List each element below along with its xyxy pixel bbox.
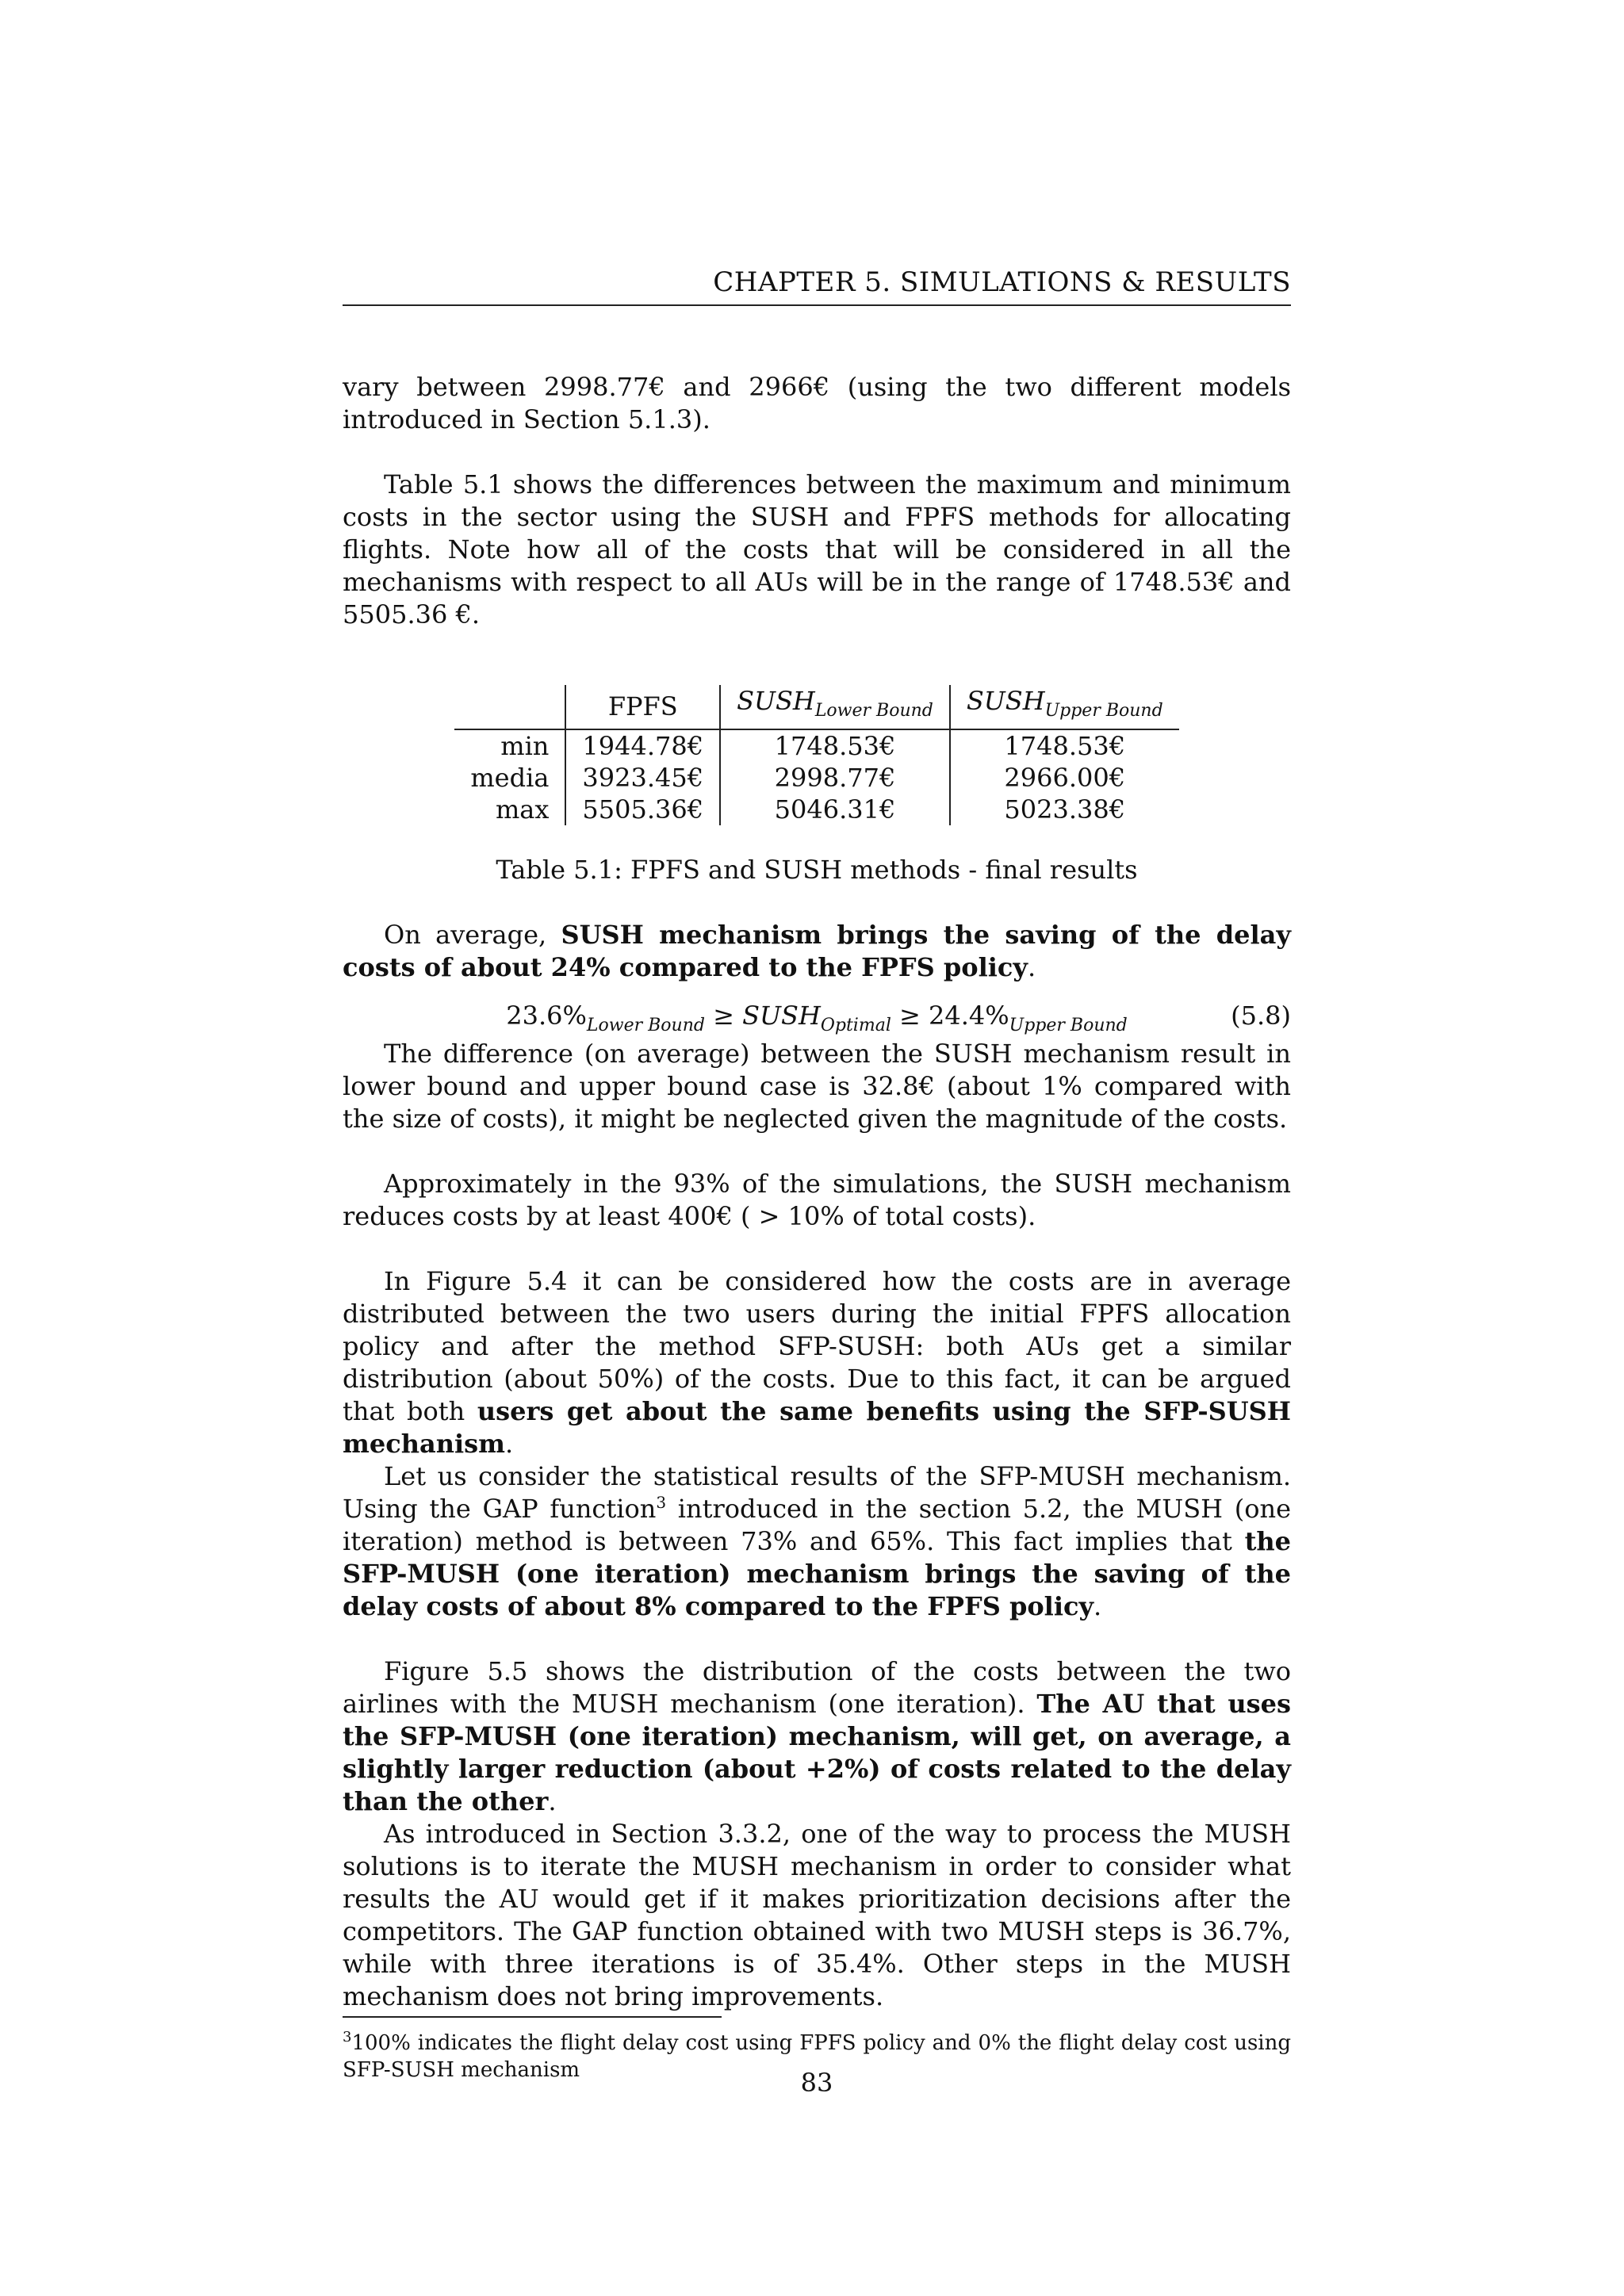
- body-text: [343, 371, 1291, 2084]
- header-rule: [343, 304, 1291, 306]
- text-run: In Figure 5.4 it can be considered how the costs are in average distributed between the two users during the initial FPFS allocation policy and after the method SFP-SUSH: both AUs get a similar distribution (about 50%) of the costs. Due to this fact, it can be argued that both: [343, 1266, 1291, 1426]
- paragraph-7: [343, 1460, 1291, 1623]
- cell-fpfs: 3923.45€: [565, 762, 720, 794]
- col-header-sush-upper: [950, 685, 1179, 729]
- bold-run: the SFP-MUSH (one iteration) mechanism brings the saving of the delay costs of about 8% compared to the FPFS policy: [343, 1526, 1291, 1621]
- text-run: .: [505, 1429, 514, 1459]
- eq-right-value: 24.4%: [929, 1001, 1009, 1031]
- cell-fpfs: 1944.78€: [565, 729, 720, 762]
- page: [343, 0, 1291, 2296]
- cell-sush-lower: 2998.77€: [720, 762, 950, 794]
- row-label: media: [470, 763, 550, 793]
- lower-bound-subscript: Lower Bound: [814, 701, 933, 721]
- cell-sush-lower: 1748.53€: [720, 729, 950, 762]
- paragraph-1: vary between 2998.77€ and 2966€ (using the two different models introduced in Section 5.1.3).: [343, 372, 1291, 434]
- col-header-fpfs: FPFS: [565, 685, 720, 729]
- eq-left-value: 23.6%: [506, 1001, 587, 1031]
- cell-sush-upper: 5023.38€: [950, 794, 1179, 825]
- eq-right-subscript: Upper Bound: [1009, 1016, 1128, 1035]
- text-run: Let us consider the statistical results of the SFP-MUSH mechanism. Using the GAP function: [343, 1461, 1291, 1524]
- text-run: .: [1094, 1591, 1102, 1621]
- table-row: [454, 762, 1178, 794]
- footnote-text: 100% indicates the flight delay cost using FPFS policy and 0% the flight delay cost using SFP-SUSH mechanism: [343, 2031, 1291, 2082]
- footnote-mark: 3: [656, 1493, 667, 1512]
- page-number: 83: [800, 2068, 833, 2098]
- col-header-sush-lower: [720, 685, 950, 729]
- table-wrapper: [343, 685, 1291, 825]
- text-run: .: [548, 1786, 557, 1816]
- paragraph-2: Table 5.1 shows the differences between the maximum and minimum costs in the sector using the SUSH and FPFS methods for allocating flights. Note how all of the costs that will be considered in all the mechanisms with respect to all AUs will be in the range of 1748.53€ and 5505.36 €.: [343, 469, 1291, 629]
- equation-number: (5.8): [1231, 1001, 1291, 1031]
- footnote-number: 3: [343, 2029, 352, 2045]
- table-caption: Table 5.1: FPFS and SUSH methods - final results: [496, 855, 1138, 885]
- paragraph-8: [343, 1655, 1291, 1818]
- equation-5-8: [343, 1000, 1291, 1038]
- eq-middle: SUSH: [742, 1001, 821, 1031]
- results-table: [454, 685, 1178, 825]
- table-header-row: [454, 685, 1178, 729]
- upper-bound-subscript: Upper Bound: [1044, 701, 1163, 721]
- sush-label: SUSH: [737, 686, 815, 716]
- paragraph-6: [343, 1265, 1291, 1460]
- sush-label: SUSH: [966, 686, 1045, 716]
- equation-expression: [343, 1000, 1291, 1042]
- cell-sush-upper: 1748.53€: [950, 729, 1179, 762]
- eq-geq-symbol: ≥: [713, 1001, 734, 1031]
- row-label: max: [495, 794, 550, 825]
- running-head: CHAPTER 5. SIMULATIONS & RESULTS: [713, 266, 1291, 298]
- table-corner: [454, 685, 565, 729]
- bold-run: The AU that uses the SFP-MUSH (one iteration) mechanism, will get, on average, a slightly larger reduction (about +2%) of costs related to the delay than the other: [343, 1689, 1292, 1816]
- paragraph-9: As introduced in Section 3.3.2, one of the way to process the MUSH solutions is to iterate the MUSH mechanism in order to consider what results the AU would get if it makes prioritization decisions after the competitors. The GAP function obtained with two MUSH steps is 36.7%, while with three iterations is of 35.4%. Other steps in the MUSH mechanism does not bring improvements.: [343, 1819, 1291, 2011]
- row-label: min: [500, 731, 550, 761]
- table-row: [454, 794, 1178, 825]
- text-run: .: [1027, 952, 1036, 982]
- paragraph-5: Approximately in the 93% of the simulations, the SUSH mechanism reduces costs by at least 400€ ( > 10% of total costs).: [343, 1169, 1291, 1231]
- text-run: On average,: [384, 920, 561, 950]
- paragraph-4: The difference (on average) between the SUSH mechanism result in lower bound and upper bound case is 32.8€ (about 1% compared with the size of costs), it might be neglected given the magnitude of the costs.: [343, 1039, 1291, 1134]
- text-run: introduced in the section 5.2, the MUSH (one iteration) method is between 73% and 65%. This fact implies that: [343, 1494, 1292, 1556]
- table-row: [454, 729, 1178, 762]
- bold-run: SUSH mechanism brings the saving of the delay costs of about 24% compared to the FPFS policy: [343, 920, 1292, 982]
- eq-geq-symbol: ≥: [899, 1001, 921, 1031]
- footnote-rule: [343, 2016, 722, 2018]
- bold-run: users get about the same benefits using the SFP-SUSH mechanism: [343, 1396, 1292, 1459]
- cell-fpfs: 5505.36€: [565, 794, 720, 825]
- cell-sush-upper: 2966.00€: [950, 762, 1179, 794]
- text-run: Figure 5.5 shows the distribution of the costs between the two airlines with the MUSH mechanism (one iteration).: [343, 1656, 1291, 1719]
- cell-sush-lower: 5046.31€: [720, 794, 950, 825]
- paragraph-3: [343, 919, 1291, 984]
- eq-left-subscript: Lower Bound: [586, 1016, 705, 1035]
- eq-middle-subscript: Optimal: [820, 1016, 891, 1035]
